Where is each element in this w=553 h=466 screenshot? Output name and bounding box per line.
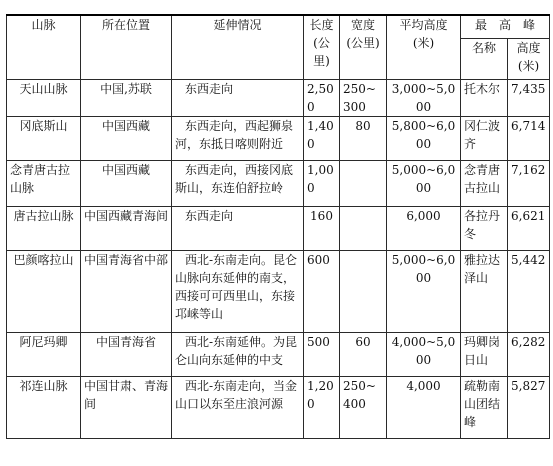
cell-range: 天山山脉 <box>7 80 81 117</box>
cell-location: 中国青海省 <box>81 333 172 377</box>
cell-length: 2,500 <box>304 80 340 117</box>
cell-extension: 东西走向，西接冈底斯山，东连伯舒拉岭 <box>172 161 304 207</box>
cell-width: 250~400 <box>340 377 387 439</box>
cell-avg-height: 5,000~6,000 <box>387 161 461 207</box>
cell-location: 中国西藏 <box>81 117 172 161</box>
cell-range: 阿尼玛卿 <box>7 333 81 377</box>
cell-location: 中国甘肃、青海间 <box>81 377 172 439</box>
cell-peak-height: 6,282 <box>508 333 550 377</box>
cell-peak-name: 各拉丹冬 <box>461 207 508 251</box>
cell-length: 600 <box>304 251 340 333</box>
cell-peak-height: 5,827 <box>508 377 550 439</box>
header-extension: 延伸情况 <box>172 15 304 80</box>
header-row <box>7 15 550 39</box>
cell-avg-height: 4,000~5,000 <box>387 333 461 377</box>
cell-location: 中国,苏联 <box>81 80 172 117</box>
header-length: 长度(公里) <box>304 15 340 80</box>
cell-range: 祁连山脉 <box>7 377 81 439</box>
cell-location: 中国青海省中部 <box>81 251 172 333</box>
cell-extension: 西北-东南走向，当金山口以东至庄浪河源 <box>172 377 304 439</box>
header-peak-name: 名称 <box>461 39 508 80</box>
mountain-ranges-table <box>6 14 550 439</box>
header-highest-peak: 最 高 峰 <box>461 15 550 39</box>
cell-extension: 西北-东南走向。昆仑山脉向东延伸的南支，西接可可西里山，东接邛崃等山 <box>172 251 304 333</box>
cell-location: 中国西藏青海间 <box>81 207 172 251</box>
cell-width <box>340 207 387 251</box>
cell-range: 巴颜喀拉山 <box>7 251 81 333</box>
cell-width: 80 <box>340 117 387 161</box>
table-row <box>7 377 550 439</box>
cell-peak-name: 雅拉达泽山 <box>461 251 508 333</box>
table-row <box>7 161 550 207</box>
cell-peak-name: 冈仁波齐 <box>461 117 508 161</box>
table-row <box>7 117 550 161</box>
header-width: 宽度(公里) <box>340 15 387 80</box>
cell-peak-name: 玛卿岗日山 <box>461 333 508 377</box>
cell-peak-height: 5,442 <box>508 251 550 333</box>
cell-length: 1,400 <box>304 117 340 161</box>
cell-length: 1,000 <box>304 161 340 207</box>
header-range: 山脉 <box>7 15 81 80</box>
table-row <box>7 333 550 377</box>
table-row <box>7 80 550 117</box>
cell-peak-name: 念青唐古拉山 <box>461 161 508 207</box>
cell-range: 唐古拉山脉 <box>7 207 81 251</box>
cell-location: 中国西藏 <box>81 161 172 207</box>
cell-avg-height: 6,000 <box>387 207 461 251</box>
cell-avg-height: 4,000 <box>387 377 461 439</box>
cell-peak-height: 7,162 <box>508 161 550 207</box>
cell-length: 1,200 <box>304 377 340 439</box>
cell-range: 念青唐古拉山脉 <box>7 161 81 207</box>
cell-extension: 西北-东南延伸。为昆仑山向东延伸的中支 <box>172 333 304 377</box>
cell-width <box>340 161 387 207</box>
cell-length: 500 <box>304 333 340 377</box>
table-row <box>7 251 550 333</box>
table-row <box>7 207 550 251</box>
header-avg-height: 平均高度(米) <box>387 15 461 80</box>
cell-extension: 东西走向 <box>172 80 304 117</box>
cell-width <box>340 251 387 333</box>
cell-peak-height: 6,714 <box>508 117 550 161</box>
header-peak-height: 高度(米) <box>508 39 550 80</box>
cell-peak-name: 疏勒南山团结峰 <box>461 377 508 439</box>
cell-peak-height: 7,435 <box>508 80 550 117</box>
cell-avg-height: 5,000~6,000 <box>387 251 461 333</box>
cell-length: 160 <box>304 207 340 251</box>
cell-extension: 东西走向，西起狮泉河，东抵日喀则附近 <box>172 117 304 161</box>
cell-peak-height: 6,621 <box>508 207 550 251</box>
cell-extension: 东西走向 <box>172 207 304 251</box>
cell-width: 60 <box>340 333 387 377</box>
cell-width: 250~300 <box>340 80 387 117</box>
cell-range: 冈底斯山 <box>7 117 81 161</box>
cell-avg-height: 3,000~5,000 <box>387 80 461 117</box>
header-location: 所在位置 <box>81 15 172 80</box>
cell-avg-height: 5,800~6,000 <box>387 117 461 161</box>
cell-peak-name: 托木尔 <box>461 80 508 117</box>
